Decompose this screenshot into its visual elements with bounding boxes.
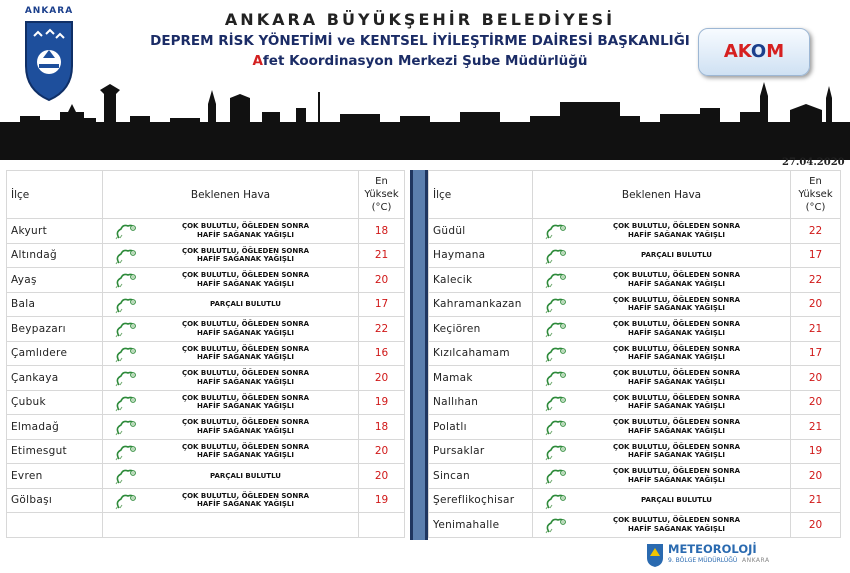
cloud-rain-icon xyxy=(113,222,139,240)
weather-text-line-1: ÇOK BULUTLU, ÖĞLEDEN SONRA xyxy=(612,467,741,476)
max-temp-label-2: Yüksek xyxy=(364,189,399,200)
cloud-rain-icon xyxy=(113,345,139,363)
max-temperature: 21 xyxy=(359,243,405,268)
district-name: Çamlıdere xyxy=(7,341,103,366)
cloud-rain-icon xyxy=(113,418,139,436)
title-line-2: DEPREM RİSK YÖNETİMİ ve KENTSEL İYİLEŞTİRME DAİRESİ BAŞKANLIĞI xyxy=(150,33,690,49)
district-name: Kahramankazan xyxy=(429,292,533,317)
district-name: Altındağ xyxy=(7,243,103,268)
max-temp-label-2: Yüksek xyxy=(798,189,833,200)
district-name: Yenimahalle xyxy=(429,513,533,538)
district-name: Kalecik xyxy=(429,268,533,293)
weather-text-line-1: PARÇALI BULUTLU xyxy=(641,496,712,504)
district-name: Etimesgut xyxy=(7,439,103,464)
max-temperature: 17 xyxy=(791,341,841,366)
table-row xyxy=(7,219,405,244)
footer-title: METEOROLOJİ xyxy=(668,542,757,556)
weather-cell xyxy=(533,464,791,489)
cloud-rain-icon xyxy=(543,516,569,534)
akom-logo-o: O xyxy=(750,41,767,62)
district-name: Keçiören xyxy=(429,317,533,342)
table-row xyxy=(429,341,841,366)
footer-subtitle: 9. BÖLGE MÜDÜRLÜĞÜ xyxy=(668,557,738,564)
weather-text-line-1: ÇOK BULUTLU, ÖĞLEDEN SONRA xyxy=(181,246,310,255)
cloud-rain-icon xyxy=(543,296,569,314)
weather-text-line-1: ÇOK BULUTLU, ÖĞLEDEN SONRA xyxy=(612,222,741,231)
table-row xyxy=(7,317,405,342)
max-temperature: 17 xyxy=(791,243,841,268)
cloud-rain-icon xyxy=(113,247,139,265)
weather-cell xyxy=(533,219,791,244)
weather-text-line-1: ÇOK BULUTLU, ÖĞLEDEN SONRA xyxy=(181,344,310,353)
logo-label: ANKARA xyxy=(24,6,74,16)
table-row xyxy=(429,366,841,391)
weather-text-line-1: PARÇALI BULUTLU xyxy=(210,471,281,480)
weather-text-line-2: HAFİF SAĞANAK YAĞIŞLI xyxy=(628,402,725,411)
weather-text-line-1: ÇOK BULUTLU, ÖĞLEDEN SONRA xyxy=(612,393,741,402)
max-temperature: 21 xyxy=(791,415,841,440)
weather-text-line-2: HAFİF SAĞANAK YAĞIŞLI xyxy=(628,426,725,435)
empty-cell xyxy=(7,513,103,538)
weather-cell xyxy=(103,366,359,391)
table-row xyxy=(429,513,841,538)
weather-text-line-2: HAFİF SAĞANAK YAĞIŞLI xyxy=(197,377,294,386)
cloud-rain-icon xyxy=(543,418,569,436)
max-temperature: 18 xyxy=(359,219,405,244)
column-header-max-temp xyxy=(359,171,405,219)
cloud-rain-icon xyxy=(113,443,139,461)
weather-cell xyxy=(533,317,791,342)
district-name: Polatlı xyxy=(429,415,533,440)
table-row xyxy=(7,464,405,489)
forecast-table-right xyxy=(428,170,841,538)
cloud-rain-icon xyxy=(543,222,569,240)
weather-text-line-1: PARÇALI BULUTLU xyxy=(641,251,712,259)
weather-cell xyxy=(103,390,359,415)
cloud-rain-icon xyxy=(543,492,569,510)
max-temp-label-1: En xyxy=(809,176,822,187)
district-name: Şereflikoçhisar xyxy=(429,488,533,513)
table-row xyxy=(7,366,405,391)
weather-text-line-2: HAFİF SAĞANAK YAĞIŞLI xyxy=(628,524,725,533)
table-row xyxy=(429,317,841,342)
max-temp-label-1: En xyxy=(375,176,388,187)
weather-cell xyxy=(103,341,359,366)
weather-text-line-1: ÇOK BULUTLU, ÖĞLEDEN SONRA xyxy=(181,418,310,427)
weather-cell xyxy=(533,366,791,391)
table-row xyxy=(7,243,405,268)
footer-city: ANKARA xyxy=(742,557,770,564)
column-header-district: İlçe xyxy=(429,171,533,219)
weather-text-line-1: ÇOK BULUTLU, ÖĞLEDEN SONRA xyxy=(181,222,310,231)
max-temperature: 20 xyxy=(359,464,405,489)
cloud-rain-icon xyxy=(543,443,569,461)
table-row xyxy=(7,268,405,293)
table-row xyxy=(7,390,405,415)
district-name: Elmadağ xyxy=(7,415,103,440)
cloud-rain-icon xyxy=(543,369,569,387)
forecast-table-left xyxy=(6,170,405,538)
table-row xyxy=(7,488,405,513)
weather-text-line-1: ÇOK BULUTLU, ÖĞLEDEN SONRA xyxy=(181,369,310,378)
header-titles xyxy=(140,10,700,69)
max-temperature: 20 xyxy=(791,366,841,391)
ankara-skyline-silhouette xyxy=(0,82,850,160)
table-row xyxy=(429,390,841,415)
weather-text-line-2: HAFİF SAĞANAK YAĞIŞLI xyxy=(628,328,725,337)
weather-text-line-2: HAFİF SAĞANAK YAĞIŞLI xyxy=(197,426,294,435)
weather-text-line-1: ÇOK BULUTLU, ÖĞLEDEN SONRA xyxy=(612,295,741,304)
table-header-row xyxy=(7,171,405,219)
table-row xyxy=(429,243,841,268)
table-row xyxy=(429,219,841,244)
weather-text-line-2: HAFİF SAĞANAK YAĞIŞLI xyxy=(197,279,294,288)
district-name: Çubuk xyxy=(7,390,103,415)
cloud-rain-icon xyxy=(113,467,139,485)
table-row xyxy=(429,268,841,293)
max-temp-label-3: (°C) xyxy=(805,202,826,213)
max-temperature: 18 xyxy=(359,415,405,440)
max-temp-label-3: (°C) xyxy=(371,202,392,213)
weather-text-line-1: ÇOK BULUTLU, ÖĞLEDEN SONRA xyxy=(612,320,741,329)
meteoroloji-logo xyxy=(646,542,786,570)
table-row xyxy=(429,415,841,440)
weather-text-line-2: HAFİF SAĞANAK YAĞIŞLI xyxy=(628,353,725,362)
table-row xyxy=(429,464,841,489)
district-name: Akyurt xyxy=(7,219,103,244)
weather-text-line-1: ÇOK BULUTLU, ÖĞLEDEN SONRA xyxy=(181,271,310,280)
weather-cell xyxy=(103,488,359,513)
meteoroloji-emblem-icon xyxy=(646,542,664,568)
weather-text-line-2: HAFİF SAĞANAK YAĞIŞLI xyxy=(628,230,725,239)
column-header-max-temp xyxy=(791,171,841,219)
cloud-rain-icon xyxy=(543,394,569,412)
district-name: Güdül xyxy=(429,219,533,244)
weather-cell xyxy=(103,439,359,464)
district-name: Beypazarı xyxy=(7,317,103,342)
max-temperature: 20 xyxy=(791,292,841,317)
district-name: Evren xyxy=(7,464,103,489)
cloud-rain-icon xyxy=(113,394,139,412)
weather-text-line-2: HAFİF SAĞANAK YAĞIŞLI xyxy=(197,451,294,460)
district-name: Ayaş xyxy=(7,268,103,293)
weather-text-line-1: ÇOK BULUTLU, ÖĞLEDEN SONRA xyxy=(612,369,741,378)
max-temperature: 20 xyxy=(791,390,841,415)
table-row xyxy=(429,292,841,317)
column-divider xyxy=(410,170,428,540)
cloud-rain-icon xyxy=(543,345,569,363)
weather-text-line-1: ÇOK BULUTLU, ÖĞLEDEN SONRA xyxy=(612,442,741,451)
weather-text-line-2: HAFİF SAĞANAK YAĞIŞLI xyxy=(197,328,294,337)
weather-text-line-2: HAFİF SAĞANAK YAĞIŞLI xyxy=(628,377,725,386)
weather-text-line-2: HAFİF SAĞANAK YAĞIŞLI xyxy=(197,353,294,362)
weather-text-line-1: ÇOK BULUTLU, ÖĞLEDEN SONRA xyxy=(612,516,741,525)
district-name: Gölbaşı xyxy=(7,488,103,513)
weather-text-line-1: ÇOK BULUTLU, ÖĞLEDEN SONRA xyxy=(181,393,310,402)
cloud-rain-icon xyxy=(543,247,569,265)
title-line-3 xyxy=(140,53,700,69)
weather-text-line-2: HAFİF SAĞANAK YAĞIŞLI xyxy=(628,475,725,484)
weather-cell xyxy=(533,243,791,268)
district-name: Çankaya xyxy=(7,366,103,391)
table-row xyxy=(7,292,405,317)
weather-text-line-2: HAFİF SAĞANAK YAĞIŞLI xyxy=(197,230,294,239)
weather-cell xyxy=(533,268,791,293)
max-temperature: 22 xyxy=(359,317,405,342)
max-temperature: 20 xyxy=(791,464,841,489)
max-temperature: 19 xyxy=(791,439,841,464)
weather-text-line-2: HAFİF SAĞANAK YAĞIŞLI xyxy=(628,451,725,460)
weather-text-line-1: ÇOK BULUTLU, ÖĞLEDEN SONRA xyxy=(612,271,741,280)
weather-cell xyxy=(103,464,359,489)
column-header-district: İlçe xyxy=(7,171,103,219)
weather-text-line-2: HAFİF SAĞANAK YAĞIŞLI xyxy=(628,304,725,313)
cloud-rain-icon xyxy=(113,271,139,289)
max-temperature: 19 xyxy=(359,390,405,415)
weather-cell xyxy=(533,488,791,513)
max-temperature: 20 xyxy=(359,439,405,464)
weather-cell xyxy=(533,439,791,464)
weather-text-line-2: HAFİF SAĞANAK YAĞIŞLI xyxy=(628,279,725,288)
weather-cell xyxy=(103,415,359,440)
max-temperature: 19 xyxy=(359,488,405,513)
cloud-rain-icon xyxy=(113,296,139,314)
table-row xyxy=(429,439,841,464)
empty-row xyxy=(7,513,405,538)
max-temperature: 17 xyxy=(359,292,405,317)
title-line-1: ANKARA BÜYÜKŞEHİR BELEDİYESİ xyxy=(224,10,616,29)
weather-text-line-2: HAFİF SAĞANAK YAĞIŞLI xyxy=(197,255,294,264)
table-row xyxy=(429,488,841,513)
akom-logo xyxy=(698,28,810,76)
weather-cell xyxy=(103,317,359,342)
weather-cell xyxy=(533,341,791,366)
header xyxy=(0,0,850,160)
weather-text-line-1: PARÇALI BULUTLU xyxy=(210,300,281,308)
table-row xyxy=(7,439,405,464)
weather-text-line-1: ÇOK BULUTLU, ÖĞLEDEN SONRA xyxy=(181,442,310,451)
title-line-3-rest: fet Koordinasyon Merkezi Şube Müdürlüğü xyxy=(262,53,588,69)
max-temperature: 21 xyxy=(791,488,841,513)
max-temperature: 22 xyxy=(791,268,841,293)
cloud-rain-icon xyxy=(113,369,139,387)
weather-text-line-2: HAFİF SAĞANAK YAĞIŞLI xyxy=(197,500,294,509)
weather-cell xyxy=(533,292,791,317)
weather-cell xyxy=(103,219,359,244)
cloud-rain-icon xyxy=(113,320,139,338)
district-name: Bala xyxy=(7,292,103,317)
cloud-rain-icon xyxy=(113,492,139,510)
weather-text-line-2: HAFİF SAĞANAK YAĞIŞLI xyxy=(197,402,294,411)
column-header-weather: Beklenen Hava xyxy=(533,171,791,219)
max-temperature: 16 xyxy=(359,341,405,366)
district-name: Haymana xyxy=(429,243,533,268)
cloud-rain-icon xyxy=(543,467,569,485)
cloud-rain-icon xyxy=(543,320,569,338)
title-line-3-initial: A xyxy=(252,53,263,69)
weather-cell xyxy=(533,390,791,415)
district-name: Mamak xyxy=(429,366,533,391)
max-temperature: 21 xyxy=(791,317,841,342)
table-row xyxy=(7,341,405,366)
weather-text-line-1: ÇOK BULUTLU, ÖĞLEDEN SONRA xyxy=(181,491,310,500)
weather-text-line-1: ÇOK BULUTLU, ÖĞLEDEN SONRA xyxy=(181,320,310,329)
empty-cell xyxy=(359,513,405,538)
weather-text-line-1: ÇOK BULUTLU, ÖĞLEDEN SONRA xyxy=(612,344,741,353)
max-temperature: 20 xyxy=(791,513,841,538)
district-name: Kızılcahamam xyxy=(429,341,533,366)
max-temperature: 20 xyxy=(359,366,405,391)
district-name: Nallıhan xyxy=(429,390,533,415)
weather-cell xyxy=(103,243,359,268)
max-temperature: 20 xyxy=(359,268,405,293)
akom-logo-ak: AK xyxy=(723,41,751,62)
weather-cell xyxy=(533,513,791,538)
weather-text-line-1: ÇOK BULUTLU, ÖĞLEDEN SONRA xyxy=(612,418,741,427)
report-date: 27.04.2020 xyxy=(782,157,845,168)
weather-cell xyxy=(103,268,359,293)
max-temperature: 22 xyxy=(791,219,841,244)
table-header-row xyxy=(429,171,841,219)
akom-logo-m: M xyxy=(766,41,785,62)
district-name: Sincan xyxy=(429,464,533,489)
cloud-rain-icon xyxy=(543,271,569,289)
weather-cell xyxy=(103,292,359,317)
district-name: Pursaklar xyxy=(429,439,533,464)
column-header-weather: Beklenen Hava xyxy=(103,171,359,219)
empty-cell xyxy=(103,513,359,538)
table-row xyxy=(7,415,405,440)
weather-cell xyxy=(533,415,791,440)
